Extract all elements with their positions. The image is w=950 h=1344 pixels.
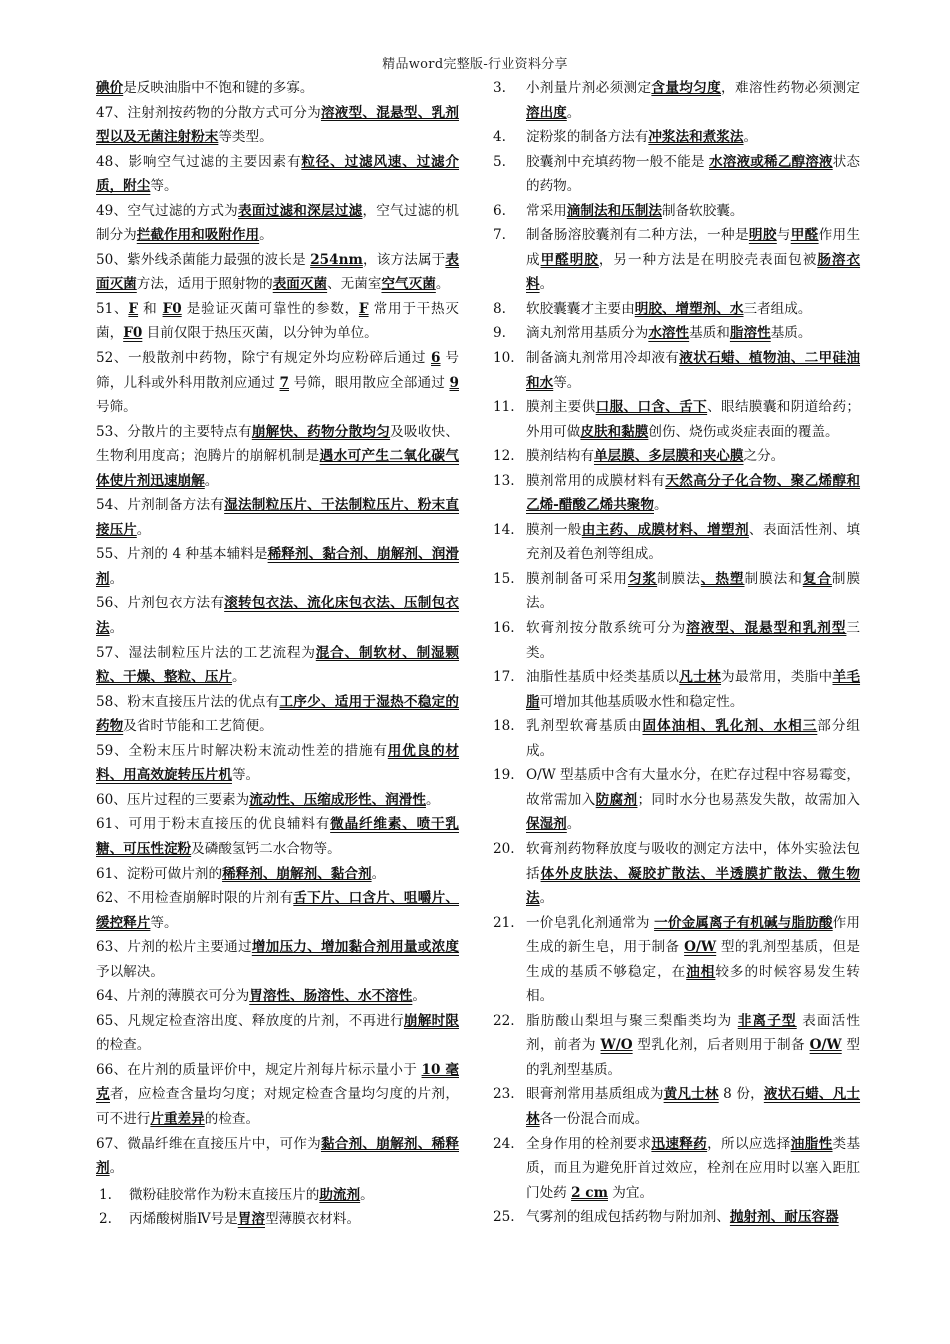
question-text: 眼膏剂常用基质组成为 [526,1086,664,1103]
question-text: 的检查。 [204,1110,260,1127]
answer-text: 胃溶 [237,1211,265,1228]
answer-text: 微晶纤维素、喷干乳糖、可压性淀粉 [96,816,459,857]
answer-text: F [358,300,369,317]
numbered-item [493,1132,860,1206]
question-paragraph [96,346,459,420]
answer-text: 工序少、适用于湿热不稳定的药物 [96,693,459,735]
question-paragraph [96,984,459,1009]
item-number: 13. [493,472,515,489]
question-paragraph [96,641,459,690]
item-number: 14. [493,521,515,538]
question-text: 。 [136,521,151,538]
question-text: 基质。 [770,325,812,342]
right-column [493,76,860,1230]
answer-text: 2 cm [571,1184,608,1201]
item-number: 1. [99,1186,112,1203]
answer-text: W/O [600,1037,633,1054]
numbered-item [493,76,860,125]
answer-text: 助流剂 [319,1186,361,1203]
answer-text: 非离子型 [737,1012,797,1029]
question-text: 。 [371,865,386,882]
answer-text: 稀释剂、崩解剂、黏合剂 [222,865,372,882]
question-text: 较多的时候容易发生转相。 [526,963,861,1005]
question-text: 淀粉浆的制备方法有 [526,129,649,146]
question-text: 制膜法和 [744,570,803,587]
question-text: 54、片剂制备方法有 [96,497,225,514]
question-text: 。 [566,104,581,121]
numbered-item [493,125,860,150]
question-text: 等。 [150,178,178,195]
answer-text: 崩解时限 [403,1012,459,1029]
question-text: 及吸收快、生物利用度高；泡腾片的崩解机制是 [96,423,459,465]
question-text: 59、全粉末压片时解决粉末流动性差的措施有 [96,742,388,759]
question-text: 创伤、烧伤或炎症表面的覆盖。 [648,423,839,440]
answer-text: 舌下片、口含片、咀嚼片、缓控释片 [96,890,459,931]
question-text: 制膜法 [657,570,701,587]
question-text: 48、影响空气过滤的主要因素有 [96,153,302,170]
question-text: 53、分散片的主要特点有 [96,423,252,440]
question-text: 制备肠溶胶囊剂有二种方法，一种是 [526,227,749,244]
answer-text: 崩解快、药物分散均匀 [251,423,391,440]
answer-text: 拦截作用和吸附作用 [136,227,260,244]
item-number: 18. [493,718,515,735]
answer-text: 6 [431,350,441,367]
answer-text: 脂溶性 [729,325,771,342]
answer-text: 由主药、成膜材料、增塑剂 [581,521,749,538]
numbered-item [493,1009,860,1083]
question-text: 型的乳剂型基质。 [526,1037,860,1078]
answer-text: 空气灭菌 [381,276,436,293]
question-text: 气雾剂的组成包括药物与附加剂、 [526,1209,730,1226]
answer-text: 油相 [686,963,716,980]
answer-text: 10 毫克 [96,1061,459,1103]
item-number: 10. [493,350,515,367]
question-text: 50、紫外线杀菌能力最强的波长是 [96,251,311,268]
question-text: 58、粉末直接压片法的优点有 [96,693,280,710]
question-text: 、眼结膜囊和阴道给药；外用可做 [526,399,861,440]
question-text: 油脂性基质中烃类基质以 [526,669,680,686]
item-number: 19. [493,767,515,784]
item-number: 17. [493,669,515,686]
answer-text: 液状石蜡、凡士林 [526,1086,861,1127]
question-text: 胶囊剂中充填药物一般不能是 [526,153,710,170]
answer-text: 凡士林 [679,669,722,686]
question-text: 型的乳剂型基质，但是生成的基质不够稳定，在 [526,939,860,980]
answer-text: 水溶液或稀乙醇溶液 [709,153,833,170]
question-text: 制膜法。 [526,570,861,612]
answer-text: 液状石蜡、植物油、二甲硅油和水 [526,350,861,391]
answer-text: 用优良的材料、用高效旋转压片机 [96,742,460,784]
answer-text: 稀释剂、黏合剂、崩解剂、润滑剂 [96,546,459,587]
question-text: 制备滴丸剂常用冷却液有 [526,350,680,367]
numbered-item [493,469,860,518]
item-number: 21. [493,914,515,931]
numbered-item [493,346,860,395]
answer-text: 黏合剂、崩解剂、稀释剂 [96,1135,459,1177]
answer-text: 体外皮肤法、凝胶扩散法、半透膜扩散法、微生物法 [526,865,861,907]
answer-text: 冲浆法和煮浆法 [648,129,744,146]
question-text: 47、注射剂按药物的分散方式可分为 [96,104,321,121]
numbered-item [493,763,860,837]
answer-text: 含量均匀度 [651,80,722,96]
question-paragraph [96,690,459,739]
question-text: 和 [138,300,163,317]
item-number: 6. [493,202,506,219]
question-text: 型薄膜衣材料。 [264,1211,361,1228]
question-text: 予以解决。 [96,963,164,980]
question-text: 8 份， [718,1086,764,1103]
item-number: 20. [493,840,515,857]
question-text: 膜剂常用的成膜材料有 [526,472,666,489]
numbered-item [493,297,860,322]
answer-text: 湿法制粒压片、干法制粒压片、粉末直接压片 [96,497,459,538]
question-text: 者，应检查含量均匀度；对规定检查含量均匀度的片剂，可不进行 [96,1086,460,1127]
question-text: 丙烯酸树脂Ⅳ号是 [129,1211,238,1228]
answer-text: 流动性、压缩成形性、润滑性 [249,791,426,808]
question-text: 膜剂主要供 [526,399,596,416]
question-text: 膜剂结构有 [526,448,594,465]
numbered-item [493,567,860,616]
numbered-item [493,395,860,444]
answer-text: 胃溶性、肠溶性、水不溶性 [249,988,413,1005]
question-text: 是验证灭菌可靠性的参数， [181,300,359,317]
item-number: 5. [493,153,506,170]
question-text: 型乳化剂，后者则用于制备 [632,1037,810,1054]
answer-text: 溶出度 [526,104,567,121]
question-text: 可增加其他基质吸水性和稳定性。 [539,693,744,710]
item-number: 15. [493,570,515,587]
answer-text: 溶液型、混悬型和乳剂型 [686,620,847,637]
question-text: 软胶囊囊才主要由 [526,300,635,317]
question-text: 为宜。 [607,1184,654,1201]
answer-text: 、热塑 [700,570,745,587]
question-paragraph [96,297,459,346]
question-text: 表面活性剂，前者为 [526,1012,861,1054]
answer-text: 7 [279,374,290,391]
question-paragraph [96,886,459,935]
item-number: 7. [493,227,506,244]
question-text: 三类。 [526,620,860,661]
question-text: 。 [435,276,450,293]
question-text: 、表面活性剂、填充剂及着色剂等组成。 [526,521,861,563]
question-text: 及省时节能和工艺简便。 [123,718,273,735]
answer-text: F0 [162,300,182,317]
question-text: ；同时水分也易蒸发失散，故需加入 [637,791,861,808]
answer-text: 一价金属离子有机碱与脂肪酸 [654,914,833,931]
item-number: 24. [493,1135,515,1152]
question-text: ，空气过滤的机制分为 [96,202,459,244]
question-text: 、无菌室 [327,276,382,293]
question-text: 49、空气过滤的方式为 [96,202,238,219]
question-text: 55、片剂的 4 种基本辅料是 [96,546,268,563]
question-text: 等。 [553,374,581,391]
item-number: 9. [493,325,506,342]
numbered-item [96,1183,459,1208]
question-paragraph [96,420,459,494]
numbered-item [493,518,860,567]
answer-text: 肠溶衣料 [526,251,861,293]
answer-text: 粒径、过滤风速、过滤介质，附尘 [96,153,460,195]
item-number: 4. [493,129,506,146]
question-paragraph [96,788,459,813]
numbered-item [493,321,860,346]
question-text: 。 [231,669,246,686]
question-text: 等。 [231,767,260,784]
item-number: 8. [493,300,506,317]
question-text: 。 [109,1160,124,1177]
page-header: 精品word完整版-行业资料分享 [382,57,568,72]
question-text: 脂肪酸山梨坦与聚三梨酯类均为 [526,1012,738,1029]
answer-text: F0 [123,325,143,342]
question-text: 目前仅限于热压灭菌，以分钟为单位。 [142,325,378,342]
question-text: 52、一般散剂中药物，除宁有规定外均应粉碎后通过 [96,350,432,367]
question-text: 软膏剂药物释放度与吸收的测定方法中，体外实验法包括 [526,840,860,882]
numbered-item [493,714,860,763]
question-text: 62、不用检查崩解时限的片剂有 [96,890,294,907]
question-text: 及磷酸氢钙二水合物等。 [191,840,341,857]
question-text: 号筛，儿科或外科用散剂应通过 [96,350,459,391]
question-text: 。 [539,890,554,907]
answer-text: 增加压力、增加黏合剂用量或浓度 [251,939,459,956]
answer-text: 抛射剂、耐压容器 [729,1209,839,1226]
answer-text: 遇水可产生二氧化碳气体使片剂迅速崩解 [96,448,460,489]
numbered-item [493,1205,860,1230]
question-text: 乳剂型软膏基质由 [526,718,643,735]
question-text: 为最常用，类脂中 [721,669,833,686]
question-paragraph [96,493,459,542]
question-paragraph [96,935,459,984]
question-text: 。 [109,620,124,637]
question-text: 制备软胶囊。 [661,202,744,219]
question-text: 各一份混合而成。 [539,1110,649,1127]
answer-text: 口服、口含、舌下 [595,399,708,416]
answer-text: 皮肤和黏膜 [580,423,649,440]
question-text: 膜剂制备可采用 [526,570,628,587]
answer-text: 迅速释药 [651,1135,708,1152]
question-text: 。 [654,497,668,514]
answer-text: 水溶性 [648,325,690,342]
question-text: 56、片剂包衣方法有 [96,595,225,612]
question-paragraph [96,248,459,297]
question-paragraph [96,591,459,640]
numbered-item [493,1082,860,1131]
question-text: 常采用 [526,202,567,219]
item-number: 11. [493,399,515,416]
question-text: 小剂量片剂必须测定 [526,80,652,96]
question-text: ，另一种方法是在明胶壳表面包被 [598,251,818,268]
answer-text: 油脂性 [790,1135,833,1152]
question-text: 微粉硅胶常作为粉末直接压片的 [129,1186,320,1203]
question-paragraph [96,812,459,861]
question-text: 。 [259,227,273,244]
question-text: 号筛。 [96,399,137,416]
question-text: 作用生成 [526,227,861,268]
question-text: 60、压片过程的三要素为 [96,791,250,808]
answer-text: 混合、制软材、制湿颗粒、干燥、整粒、压片 [96,644,460,686]
question-text: 61、淀粉可做片剂的 [96,865,223,882]
answer-text: 甲醛 [790,227,819,244]
question-text: 66、在片剂的质量评价中，规定片剂每片标示量小于 [96,1061,422,1078]
question-text: 全身作用的栓剂要求 [526,1135,652,1152]
question-text: 。 [360,1186,374,1203]
answer-text: 滴制法和压制法 [566,202,662,219]
question-text: 状态的药物。 [526,153,861,195]
question-paragraph [96,862,459,887]
answer-text: F [128,300,139,317]
item-number: 16. [493,620,515,637]
item-number: 25. [493,1209,515,1226]
question-text: 滴丸剂常用基质分为 [526,325,649,342]
question-text: ，所以应选择 [707,1135,791,1152]
question-text: 之分。 [743,448,785,465]
question-text: 类基质，而且为避免肝首过效应，栓剂在应用时以塞入距肛门处药 [526,1135,861,1201]
answer-text: 防腐剂 [595,791,638,808]
answer-text: 明胶、增塑剂、水 [634,300,744,317]
answer-text: 9 [449,374,459,391]
numbered-item [493,837,860,911]
question-text: 。 [743,129,758,146]
question-text: 。 [412,988,426,1005]
answer-text: 复合 [802,570,832,587]
item-number: 3. [493,80,506,96]
question-paragraph [96,1009,459,1058]
numbered-item [493,223,860,297]
answer-text: 单层膜、多层膜和夹心膜 [593,448,744,465]
question-text: 。 [539,276,554,293]
item-number: 2. [99,1211,112,1228]
question-text: 。 [204,472,219,489]
question-text: 等类型。 [218,129,273,146]
question-text: 64、片剂的薄膜衣可分为 [96,988,250,1005]
numbered-item [493,665,860,714]
question-paragraph [96,150,459,199]
numbered-item [96,1207,459,1232]
question-paragraph [96,101,459,150]
answer-text: 黄凡士林 [663,1086,719,1103]
question-text: 63、片剂的松片主要通过 [96,939,252,956]
question-paragraph [96,542,459,591]
question-text: 软膏剂按分散系统可分为 [526,620,687,637]
answer-text: 254nm [310,251,363,268]
answer-text: 片重差异 [150,1110,205,1127]
question-text: 方法，适用于照射物的 [136,276,273,293]
numbered-item [493,199,860,224]
numbered-item [493,911,860,1009]
question-text: 一价皂乳化剂通常为 [526,914,655,931]
question-text: 作用生成的新生皂，用于制备 [526,914,861,956]
answer-text: 保湿剂 [526,816,567,833]
item-number: 23. [493,1086,515,1103]
question-text: 61、可用于粉末直接压的优良辅料有 [96,816,331,833]
question-paragraph [96,199,459,248]
question-text: 65、凡规定检查溶出度、释放度的片剂，不再进行 [96,1012,404,1029]
question-text: O/W 型基质中含有大量水分，在贮存过程中容易霉变，故常需加入 [526,767,860,808]
question-text: 等。 [150,914,178,931]
answer-text: 天然高分子化合物、聚乙烯醇和乙烯-醋酸乙烯共聚物 [526,472,861,514]
question-text: 膜剂一般 [526,521,582,538]
question-text: ，该方法属于 [362,251,446,268]
question-text: 。 [566,816,581,833]
answer-text: O/W [809,1037,842,1054]
answer-text: 表面灭菌 [96,251,460,293]
question-text: 。 [109,570,124,587]
numbered-item [493,150,860,199]
answer-text: 滚转包衣法、流化床包衣法、压制包衣法 [96,595,459,637]
answer-text: 表面过滤和深层过滤 [237,202,363,219]
question-paragraph [96,1132,459,1181]
answer-text: 溶液型、混悬型、乳剂型以及无菌注射粉末 [96,104,459,146]
item-number: 22. [493,1012,515,1029]
question-text: 是反映油脂中不饱和键的多寡。 [123,80,314,96]
answer-text: 表面灭菌 [272,276,328,293]
question-text: 基质和 [689,325,730,342]
question-text: 与 [776,227,791,244]
item-number: 12. [493,448,515,465]
question-text: 部分组成。 [526,718,861,759]
question-text: 57、湿法制粒压片法的工艺流程为 [96,644,316,661]
question-text: ，难溶性药物必须测定 [721,80,861,96]
question-text: 51、 [96,300,129,317]
answer-text: 固体油相、乳化剂、水相三 [642,718,818,735]
question-text: 67、微晶纤维在直接压片中，可作为 [96,1135,321,1152]
question-paragraph [96,1058,459,1132]
question-text: 三者组成。 [743,300,812,317]
question-paragraph [96,739,459,788]
answer-text: 匀浆 [627,570,658,587]
question-text: 。 [425,791,440,808]
question-paragraph [96,76,459,101]
numbered-item [493,444,860,469]
left-column [96,76,459,1232]
question-text: 常用于干热灭菌， [96,300,459,342]
answer-text: 明胶 [748,227,777,244]
answer-text: 甲醛明胶 [540,251,599,268]
question-text: 号筛，眼用散应全部通过 [289,374,450,391]
answer-text: O/W [684,939,717,956]
question-text: 的检查。 [96,1037,151,1054]
answer-text: 羊毛脂 [526,669,861,710]
numbered-item [493,616,860,665]
answer-text: 碘价 [96,80,124,96]
